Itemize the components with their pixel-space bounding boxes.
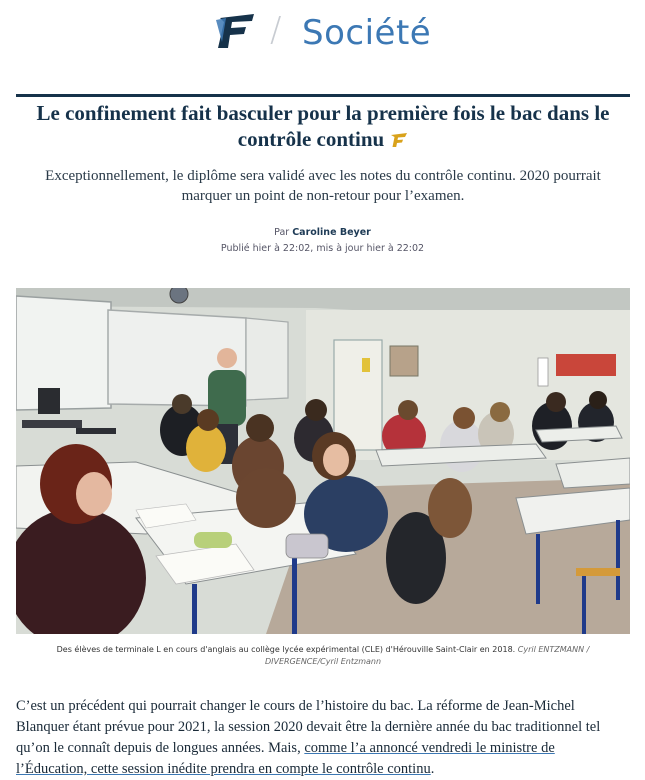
photo-credit: Cyril ENTZMANN / DIVERGENCE/Cyril Entzmann: [264, 645, 590, 666]
byline-prefix: Par: [274, 227, 290, 238]
header-divider: [16, 94, 630, 97]
article-title: [16, 100, 630, 152]
breadcrumb-separator: /: [270, 10, 282, 50]
article-standfirst: Exceptionnellement, le diplôme sera validé avec les notes du contrôle continu. 2020 pourrait marquer un point de non-retour pour l’examen.: [45, 168, 601, 204]
photo-caption-text: Des élèves de terminale L en cours d'anglais au collège lycée expérimental (CLE) d'Hérouville Saint-Clair en 2018.: [56, 645, 516, 654]
author-link[interactable]: Caroline Beyer: [292, 227, 371, 238]
premium-star-icon: [390, 132, 408, 148]
body-inline-link[interactable]: comme l’a annoncé vendredi le ministre de l’Éducation, cette session inédite prendra en compte le contrôle continu: [16, 740, 555, 777]
article-body-paragraph: [16, 696, 628, 780]
publish-date: Publié hier à 22:02, mis à jour hier à 22:02: [220, 243, 425, 254]
article-photo: [16, 288, 630, 634]
article-title-text: Le confinement fait basculer pour la première fois le bac dans le contrôle continu: [36, 101, 610, 151]
photo-caption: [24, 644, 622, 668]
le-figaro-logo-icon[interactable]: [214, 12, 256, 50]
byline: [0, 227, 645, 238]
section-title[interactable]: Société: [302, 13, 432, 53]
masthead: [0, 0, 645, 72]
body-intro-text: C’est un précédent qui pourrait changer le cours de l’histoire du bac. La réforme de Jean-Michel Blanquer étant prévue pour 2021, la session 2020 devait être la dernière année du bac traditionnel tel qu’on le connaît depuis de longues années. Mais,: [16, 698, 601, 756]
body-end-text: .: [430, 761, 435, 777]
